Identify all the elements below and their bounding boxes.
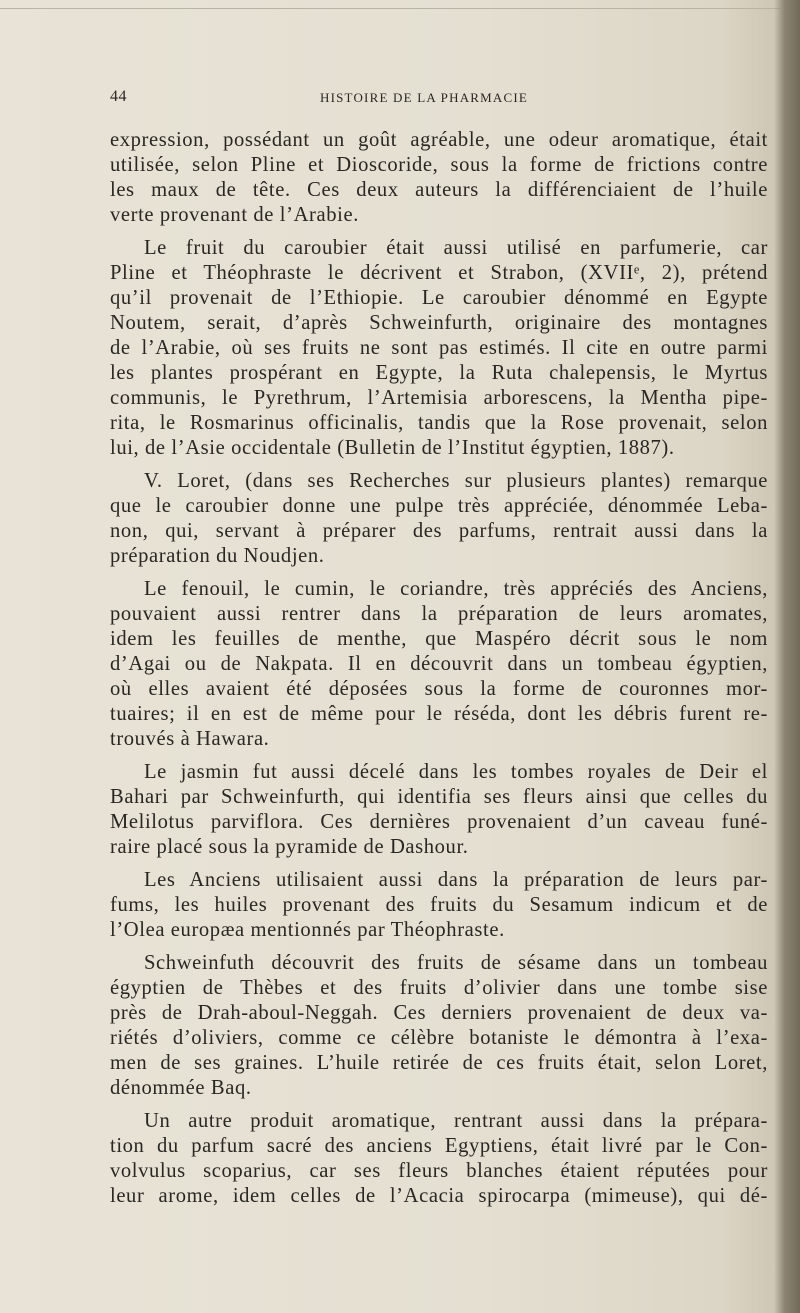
text-line: les maux de tête. Ces deux auteurs la différenciaient de l’huile <box>110 179 768 201</box>
text-line: lui, de l’Asie occidentale (Bulletin de l’Institut égyptien, 1887). <box>110 437 675 459</box>
text-line: leur arome, idem celles de l’Acacia spirocarpa (mimeuse), qui dé- <box>110 1185 768 1207</box>
text-line: communis, le Pyrethrum, l’Artemisia arborescens, la Mentha pipe- <box>110 387 768 409</box>
paragraph <box>110 1109 768 1209</box>
text-line: men de ses graines. L’huile retirée de ces fruits était, selon Loret, <box>110 1052 768 1074</box>
text-line: l’Olea europæa mentionnés par Théophraste. <box>110 919 505 941</box>
text-line: riétés d’oliviers, comme ce célèbre botaniste le démontra à l’exa- <box>110 1027 768 1049</box>
text-line: Melilotus parviflora. Ces dernières provenaient d’un caveau funé- <box>110 811 768 833</box>
text-line: idem les feuilles de menthe, que Maspéro décrit sous le nom <box>110 628 768 650</box>
text-line: d’Agai ou de Nakpata. Il en découvrit dans un tombeau égyptien, <box>110 653 768 675</box>
text-line: Schweinfuth découvrit des fruits de sésame dans un tombeau <box>144 952 768 974</box>
text-line: préparation du Noudjen. <box>110 545 325 567</box>
text-line: fums, les huiles provenant des fruits du Sesamum indicum et de <box>110 894 768 916</box>
text-line: rita, le Rosmarinus officinalis, tandis que la Rose provenait, selon <box>110 412 768 434</box>
body-text <box>110 128 768 1209</box>
text-line: tion du parfum sacré des anciens Egyptiens, était livré par le Con- <box>110 1135 768 1157</box>
text-line: égyptien de Thèbes et des fruits d’olivier dans une tombe sise <box>110 977 768 999</box>
text-line: pouvaient aussi rentrer dans la préparation de leurs aromates, <box>110 603 768 625</box>
paragraph <box>110 128 768 228</box>
text-line: Le fruit du caroubier était aussi utilisé en parfumerie, car <box>144 237 768 259</box>
text-line: Bahari par Schweinfurth, qui identifia ses fleurs ainsi que celles du <box>110 786 768 808</box>
top-rule <box>0 8 780 9</box>
text-line: Le jasmin fut aussi décelé dans les tombes royales de Deir el <box>144 761 768 783</box>
text-line: trouvés à Hawara. <box>110 728 270 750</box>
text-line: non, qui, servant à préparer des parfums, rentrait aussi dans la <box>110 520 768 542</box>
text-line: tuaires; il en est de même pour le réséda, dont les débris furent re- <box>110 703 768 725</box>
text-line: près de Drah-aboul-Neggah. Ces derniers provenaient de deux va- <box>110 1002 768 1024</box>
page-number: 44 <box>110 88 127 105</box>
text-line: expression, possédant un goût agréable, une odeur aromatique, était <box>110 129 768 151</box>
text-line: Un autre produit aromatique, rentrant aussi dans la prépara- <box>144 1110 768 1132</box>
text-line: Les Anciens utilisaient aussi dans la préparation de leurs par- <box>144 869 768 891</box>
page-edge-shadow <box>774 0 800 1313</box>
paragraph <box>110 951 768 1101</box>
paragraph <box>110 868 768 943</box>
text-line: qu’il provenait de l’Ethiopie. Le caroubier dénommé en Egypte <box>110 287 768 309</box>
text-line: Pline et Théophraste le décrivent et Strabon, (XVIIᵉ, 2), prétend <box>110 262 768 284</box>
text-line: raire placé sous la pyramide de Dashour. <box>110 836 469 858</box>
text-line: que le caroubier donne une pulpe très appréciée, dénommée Leba- <box>110 495 768 517</box>
text-line: où elles avaient été déposées sous la forme de couronnes mor- <box>110 678 768 700</box>
paragraph <box>110 469 768 569</box>
running-title: HISTOIRE DE LA PHARMACIE <box>320 90 529 105</box>
text-line: de l’Arabie, où ses fruits ne sont pas estimés. Il cite en outre parmi <box>110 337 768 359</box>
text-line: Noutem, serait, d’après Schweinfurth, originaire des montagnes <box>110 312 768 334</box>
page-header <box>108 88 768 110</box>
paragraph <box>110 577 768 752</box>
text-line: V. Loret, (dans ses Recherches sur plusieurs plantes) remarque <box>144 470 768 492</box>
text-line: les plantes prospérant en Egypte, la Ruta chalepensis, le Myrtus <box>110 362 768 384</box>
text-line: verte provenant de l’Arabie. <box>110 204 359 226</box>
paragraph <box>110 760 768 860</box>
text-line: dénommée Baq. <box>110 1077 252 1099</box>
text-line: Le fenouil, le cumin, le coriandre, très appréciés des Anciens, <box>144 578 768 600</box>
paragraph <box>110 236 768 461</box>
text-line: utilisée, selon Pline et Dioscoride, sous la forme de frictions contre <box>110 154 768 176</box>
text-line: volvulus scoparius, car ses fleurs blanches étaient réputées pour <box>110 1160 768 1182</box>
